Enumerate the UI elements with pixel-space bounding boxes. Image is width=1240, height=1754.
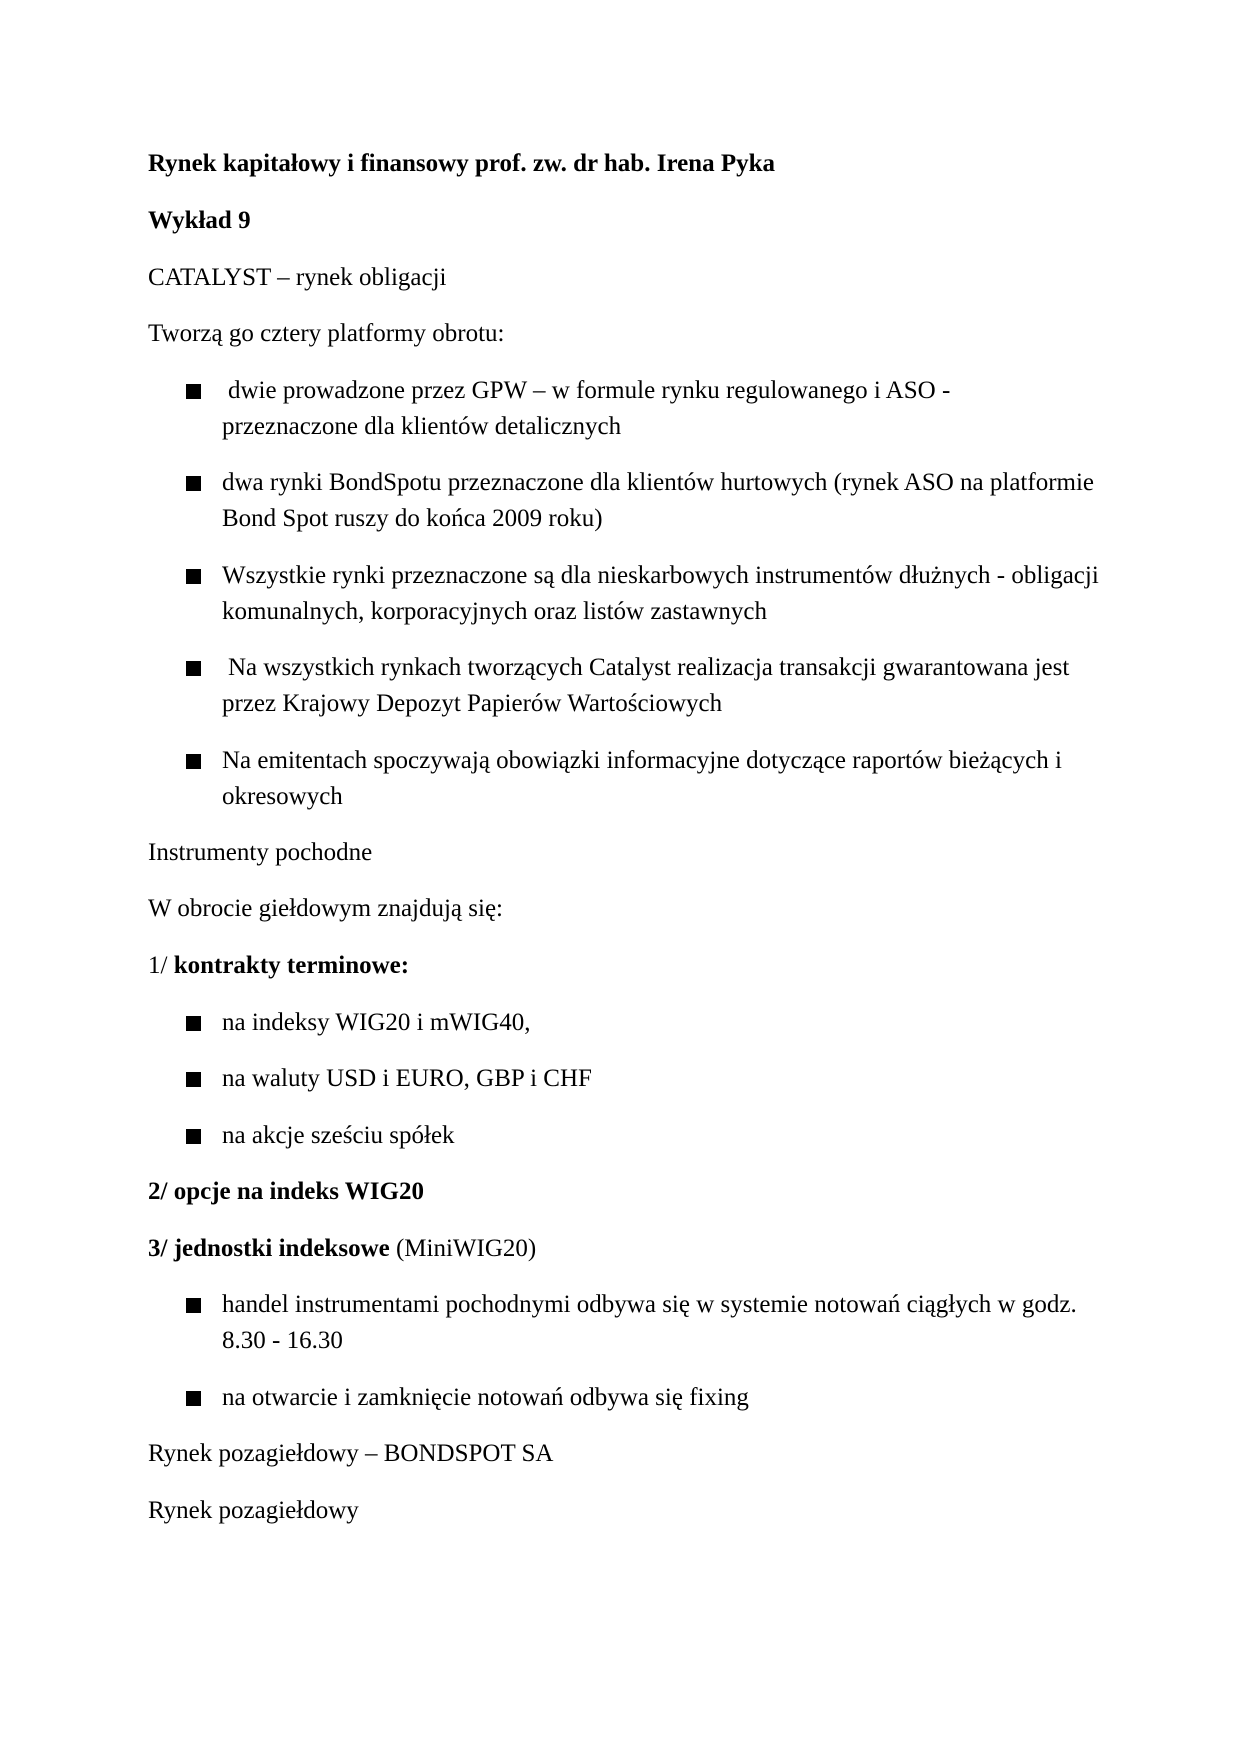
bullet-text bbox=[222, 743, 1102, 815]
square-bullet-icon bbox=[186, 754, 201, 769]
section-number: 3/ bbox=[148, 1235, 168, 1262]
section-suffix: (MiniWIG20) bbox=[395, 1235, 537, 1262]
bullet-text bbox=[222, 650, 1102, 722]
square-bullet-icon bbox=[186, 1072, 201, 1087]
bullet-text bbox=[222, 373, 1102, 445]
bullet-text bbox=[222, 465, 1102, 537]
square-bullet-icon bbox=[186, 1298, 201, 1313]
square-bullet-icon bbox=[186, 569, 201, 584]
section-label: jednostki indeksowe bbox=[173, 1235, 390, 1262]
section-options-heading bbox=[148, 1174, 424, 1210]
bullet-normal-text: Wszystkie rynki przeznaczone są dla nieskarbowych instrumentów dłużnych - obligacji komunalnych, korporacyjnych oraz listów zastawnych bbox=[222, 562, 1099, 625]
bullet-normal-text: na otwarcie i zamknięcie notowań odbywa się fixing bbox=[222, 1384, 749, 1411]
otc-heading: Rynek pozagiełdowy – BONDSPOT SA bbox=[148, 1440, 554, 1467]
section-index-units-heading bbox=[148, 1231, 536, 1267]
bullet-normal-text: handel instrumentami pochodnymi odbywa się w systemie notowań ciągłych w godz. 8.30 - 16.30 bbox=[222, 1291, 1077, 1354]
bullet-text bbox=[222, 1005, 1102, 1041]
document-title: Rynek kapitałowy i finansowy prof. zw. dr hab. Irena Pyka bbox=[148, 150, 776, 177]
bullet-normal-text: na akcje sześciu spółek bbox=[222, 1122, 455, 1149]
bullet-normal-text: Na emitentach spoczywają obowiązki informacyjne dotyczące raportów bieżących i okresowych bbox=[222, 747, 1062, 810]
section-number: 1/ bbox=[148, 952, 168, 979]
section-futures-heading bbox=[148, 948, 409, 984]
square-bullet-icon bbox=[186, 384, 201, 399]
bullet-normal-text: tworzących Catalyst realizacja transakcji gwarantowana jest przez Krajowy Depozyt Papierów Wartościowych bbox=[222, 654, 1070, 717]
section-label: kontrakty terminowe: bbox=[173, 952, 410, 979]
platforms-intro: Tworzą go cztery platformy obrotu: bbox=[148, 320, 505, 347]
bullet-bold-text: na waluty USD i EURO, GBP i CHF bbox=[222, 1065, 592, 1092]
catalyst-heading: CATALYST – rynek obligacji bbox=[148, 264, 447, 291]
derivatives-intro: W obrocie giełdowym znajdują się: bbox=[148, 895, 503, 922]
square-bullet-icon bbox=[186, 661, 201, 676]
section-label: opcje na indeks WIG20 bbox=[173, 1178, 424, 1205]
square-bullet-icon bbox=[186, 476, 201, 491]
bullet-text bbox=[222, 1287, 1102, 1359]
bullet-normal-text: przeznaczone dla klientów detalicznych bbox=[222, 413, 622, 440]
lecture-number: Wykład 9 bbox=[148, 207, 251, 234]
bullet-normal-text: przeznaczone dla klientów hurtowych (rynek ASO na platformie Bond Spot ruszy do końca 2009 roku) bbox=[222, 469, 1095, 532]
bullet-bold-text: dwa rynki BondSpotu bbox=[222, 469, 442, 496]
bullet-text bbox=[222, 558, 1102, 630]
bullet-bold-text: na indeksy WIG20 i mWIG40, bbox=[222, 1009, 531, 1036]
square-bullet-icon bbox=[186, 1391, 201, 1406]
bullet-text bbox=[222, 1380, 1102, 1416]
square-bullet-icon bbox=[186, 1016, 201, 1031]
bullet-bold-text: dwie prowadzone przez GPW – w formule rynku regulowanego i ASO - bbox=[228, 377, 951, 404]
otc-subheading: Rynek pozagiełdowy bbox=[148, 1497, 359, 1524]
square-bullet-icon bbox=[186, 1129, 201, 1144]
bullet-bold-text: Na wszystkich rynkach bbox=[228, 654, 462, 681]
derivatives-heading: Instrumenty pochodne bbox=[148, 839, 373, 866]
bullet-text bbox=[222, 1061, 1102, 1097]
bullet-text bbox=[222, 1118, 1102, 1154]
section-number: 2/ bbox=[148, 1178, 168, 1205]
